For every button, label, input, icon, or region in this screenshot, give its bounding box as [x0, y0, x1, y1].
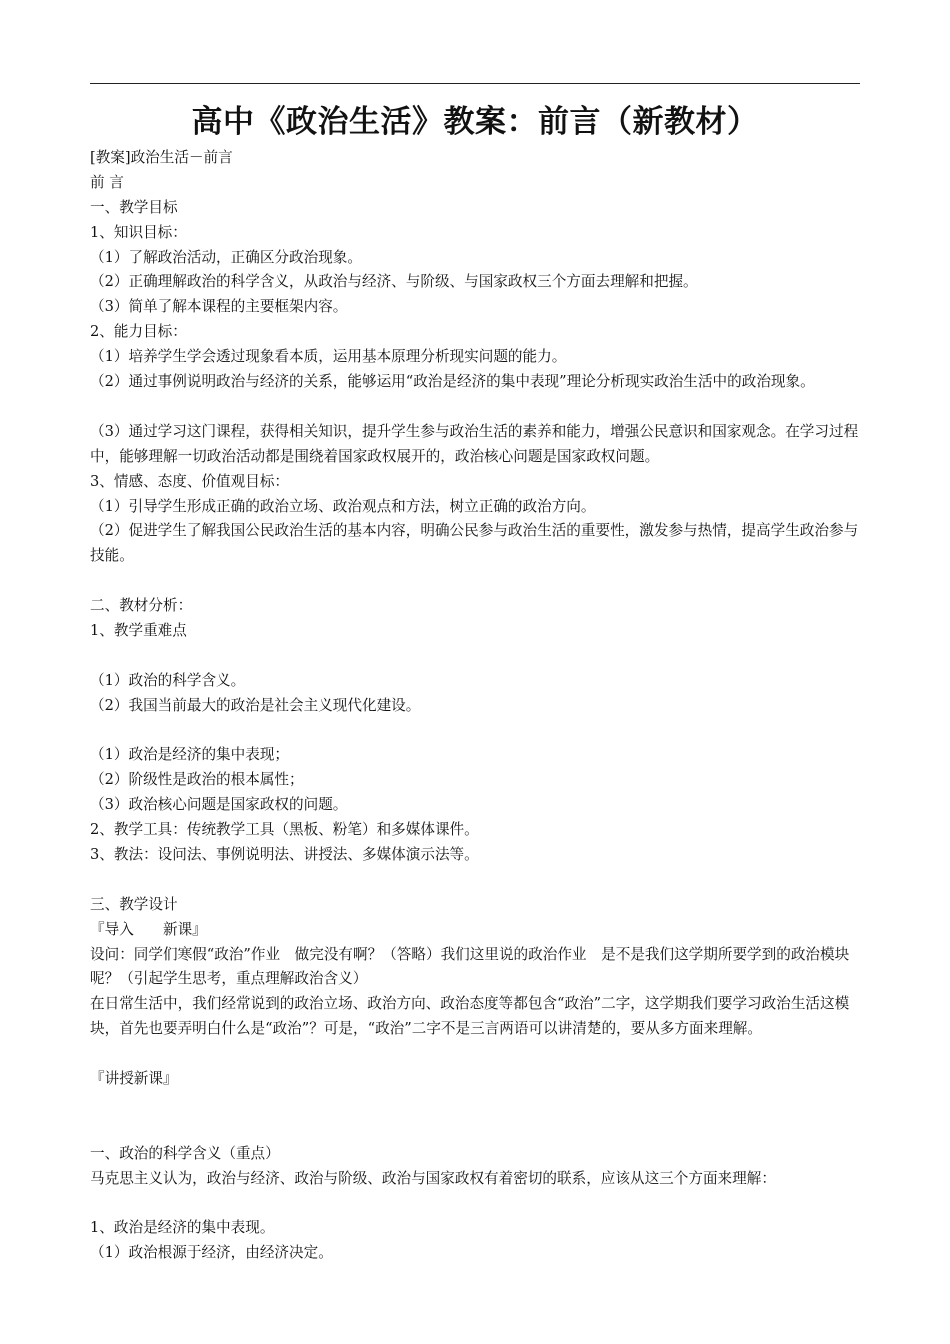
section-heading: 一、政治的科学含义（重点）	[90, 1144, 280, 1162]
blank-line	[90, 644, 862, 669]
paragraph: 设问：同学们寒假“政治”作业 做完没有啊？（答略）我们这里说的政治作业 是不是我们这学期所要学到的政治模块呢？（引起学生思考，重点理解政治含义）	[90, 945, 850, 988]
list-item: （2）正确理解政治的科学含义，从政治与经济、与阶级、与国家政权三个方面去理解和把握。	[90, 273, 698, 291]
blank-line	[90, 719, 862, 744]
bracket-heading: 『讲授新课』	[90, 1070, 178, 1088]
bracket-heading: 『导入 新课』	[90, 920, 207, 938]
blank-line	[90, 1191, 862, 1216]
source-label: [教案]政治生活－前言	[90, 149, 233, 166]
list-item: （2）通过事例说明政治与经济的关系，能够运用“政治是经济的集中表现”理论分析现实政治生活中的政治现象。	[90, 373, 815, 391]
list-item: （1）政治根源于经济，由经济决定。	[90, 1244, 333, 1262]
header-rule	[90, 83, 860, 84]
section-heading-preface: 前 言	[90, 173, 124, 191]
blank-line	[90, 868, 862, 893]
section-heading: 三、教学设计	[90, 895, 178, 913]
list-item: （1）政治的科学含义。	[90, 671, 246, 689]
document-title: 高中《政治生活》教案：前言（新教材）	[191, 104, 759, 140]
list-item: （2）阶级性是政治的根本属性；	[90, 771, 304, 789]
subsection-heading: 3、情感、态度、价值观目标：	[90, 472, 290, 490]
list-item: （3）通过学习这门课程，获得相关知识，提升学生参与政治生活的素养和能力，增强公民意识和国家观念。在学习过程中，能够理解一切政治活动都是围绕着国家政权展开的，政治核心问题是国家政权问题。	[90, 422, 859, 465]
subsection-heading: 1、教学重难点	[90, 621, 187, 639]
list-item: （1）培养学生学会透过现象看本质，运用基本原理分析现实问题的能力。	[90, 348, 567, 366]
subsection-heading: 2、能力目标：	[90, 323, 187, 341]
list-item: （3）政治核心问题是国家政权的问题。	[90, 796, 348, 814]
list-item: （1）了解政治活动，正确区分政治现象。	[90, 248, 362, 266]
list-item: （3）简单了解本课程的主要框架内容。	[90, 298, 348, 316]
blank-line	[90, 1092, 862, 1117]
section-heading: 二、教材分析：	[90, 597, 193, 615]
list-item: （1）引导学生形成正确的政治立场、政治观点和方法，树立正确的政治方向。	[90, 497, 596, 515]
document-body	[90, 146, 862, 1266]
list-item: （1）政治是经济的集中表现；	[90, 746, 290, 764]
subsection-heading: 2、教学工具：传统教学工具（黑板、粉笔）和多媒体课件。	[90, 821, 479, 839]
paragraph: 在日常生活中，我们经常说到的政治立场、政治方向、政治态度等都包含“政治”二字，这学期我们要学习政治生活这模块，首先也要弄明白什么是“政治”？可是，“政治”二字不是三言两语可以讲清楚的，要从多方面来理解。	[90, 995, 850, 1038]
list-item: （2）促进学生了解我国公民政治生活的基本内容，明确公民参与政治生活的重要性，激发参与热情，提高学生政治参与技能。	[90, 522, 859, 565]
blank-line	[90, 1117, 862, 1142]
blank-line	[90, 569, 862, 594]
list-item: （2）我国当前最大的政治是社会主义现代化建设。	[90, 696, 421, 714]
subsection-heading: 1、政治是经济的集中表现。	[90, 1219, 275, 1237]
paragraph: 马克思主义认为，政治与经济、政治与阶级、政治与国家政权有着密切的联系，应该从这三个方面来理解：	[90, 1169, 776, 1187]
section-heading: 一、教学目标	[90, 198, 178, 216]
subsection-heading: 3、教法：设问法、事例说明法、讲授法、多媒体演示法等。	[90, 845, 479, 863]
subsection-heading: 1、知识目标：	[90, 223, 187, 241]
